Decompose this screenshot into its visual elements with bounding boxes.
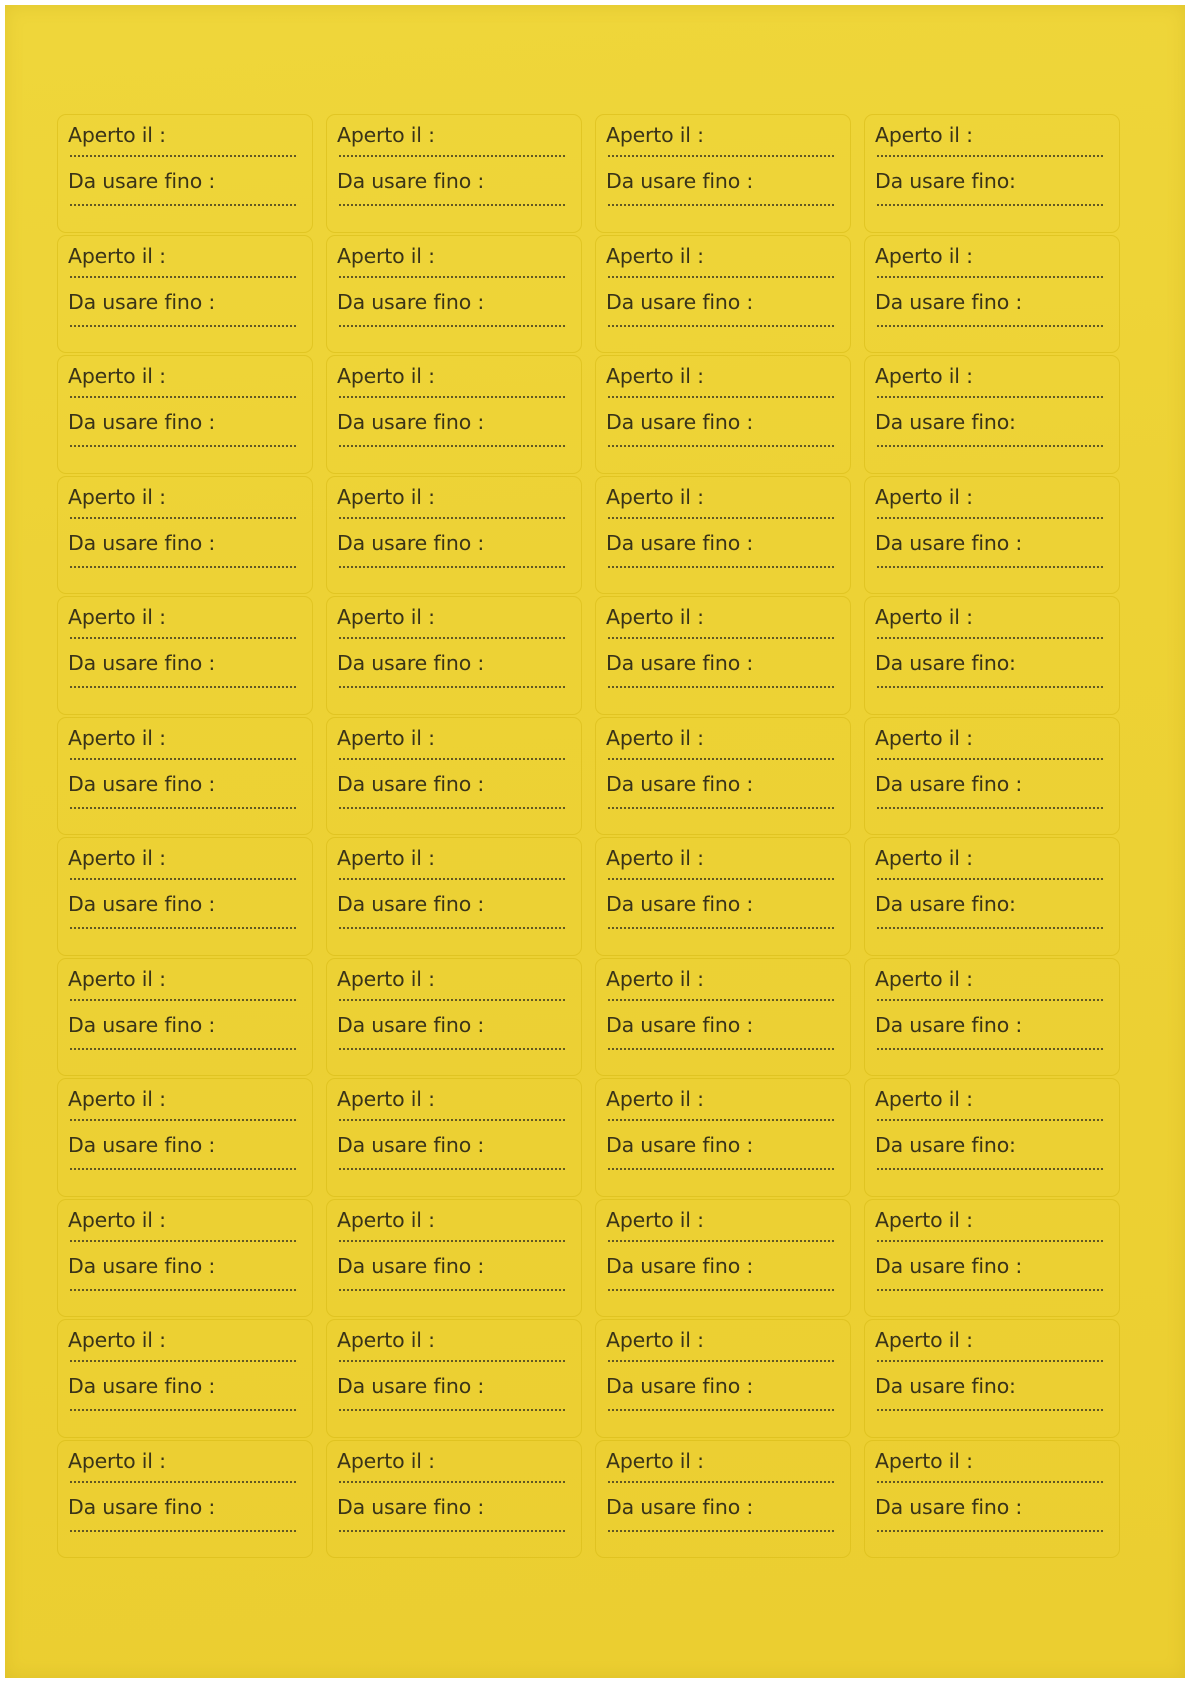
opened-date-caption: Aperto il : [875,1207,973,1232]
sticker-label [595,1078,851,1197]
dotted-write-line [877,1360,1103,1362]
sticker-label [595,355,851,474]
sticker-label [864,958,1120,1077]
use-by-date-caption: Da usare fino : [606,289,754,314]
opened-date-caption: Aperto il : [606,1207,704,1232]
use-by-date-caption: Da usare fino : [875,1012,1023,1037]
dotted-write-line [877,1048,1103,1050]
use-by-date-caption: Da usare fino : [68,651,216,675]
opened-date-caption: Aperto il : [606,243,704,268]
sticker-label [326,1199,582,1318]
dotted-write-line [608,445,834,447]
use-by-date-caption: Da usare fino : [337,410,485,434]
dotted-write-line [339,637,565,639]
dotted-write-line [339,1048,565,1050]
opened-date-caption: Aperto il : [337,605,435,629]
sticker-label [864,1319,1120,1438]
use-by-date-caption: Da usare fino : [606,771,754,796]
dotted-write-line [70,758,296,760]
dotted-write-line [339,517,565,519]
use-by-date-caption: Da usare fino: [875,1374,1016,1398]
dotted-write-line [608,758,834,760]
use-by-date-caption: Da usare fino : [68,410,216,434]
dotted-write-line [70,566,296,568]
dotted-write-line [608,927,834,929]
opened-date-caption: Aperto il : [337,364,435,388]
dotted-write-line [877,396,1103,398]
dotted-write-line [70,878,296,880]
opened-date-caption: Aperto il : [68,1448,166,1473]
dotted-write-line [877,878,1103,880]
dotted-write-line [608,1240,834,1242]
opened-date-caption: Aperto il : [337,1328,435,1352]
dotted-write-line [339,758,565,760]
dotted-write-line [608,1048,834,1050]
dotted-write-line [70,1048,296,1050]
use-by-date-caption: Da usare fino : [68,530,216,555]
opened-date-caption: Aperto il : [606,364,704,388]
dotted-write-line [877,276,1103,278]
dotted-write-line [339,1119,565,1121]
dotted-write-line [70,517,296,519]
use-by-date-caption: Da usare fino : [606,1494,754,1519]
sticker-label [57,355,313,474]
opened-date-caption: Aperto il : [875,725,973,750]
sticker-label [864,717,1120,836]
sticker-label [57,114,313,233]
dotted-write-line [877,566,1103,568]
dotted-write-line [339,204,565,206]
use-by-date-caption: Da usare fino : [337,1012,485,1037]
dotted-write-line [608,1530,834,1532]
dotted-write-line [608,1360,834,1362]
opened-date-caption: Aperto il : [337,1207,435,1232]
dotted-write-line [877,686,1103,688]
use-by-date-caption: Da usare fino : [337,892,485,916]
dotted-write-line [877,1530,1103,1532]
use-by-date-caption: Da usare fino : [337,651,485,675]
use-by-date-caption: Da usare fino : [337,1374,485,1398]
use-by-date-caption: Da usare fino : [606,530,754,555]
use-by-date-caption: Da usare fino: [875,410,1016,434]
opened-date-caption: Aperto il : [875,243,973,268]
dotted-write-line [70,637,296,639]
use-by-date-caption: Da usare fino: [875,892,1016,916]
sticker-label [864,1078,1120,1197]
opened-date-caption: Aperto il : [337,725,435,750]
opened-date-caption: Aperto il : [68,605,166,629]
dotted-write-line [70,276,296,278]
sticker-label [57,596,313,715]
dotted-write-line [339,1360,565,1362]
dotted-write-line [339,1481,565,1483]
use-by-date-caption: Da usare fino : [68,169,216,193]
sticker-label [595,1199,851,1318]
opened-date-caption: Aperto il : [68,243,166,268]
use-by-date-caption: Da usare fino : [337,289,485,314]
sticker-label [57,1078,313,1197]
dotted-write-line [339,878,565,880]
opened-date-caption: Aperto il : [68,123,166,147]
sticker-label [326,1078,582,1197]
dotted-write-line [608,204,834,206]
dotted-write-line [608,1168,834,1170]
opened-date-caption: Aperto il : [606,605,704,629]
opened-date-caption: Aperto il : [606,966,704,991]
opened-date-caption: Aperto il : [606,725,704,750]
opened-date-caption: Aperto il : [606,123,704,147]
dotted-write-line [608,807,834,809]
use-by-date-caption: Da usare fino : [606,1253,754,1278]
dotted-write-line [877,1119,1103,1121]
use-by-date-caption: Da usare fino : [337,1494,485,1519]
opened-date-caption: Aperto il : [68,966,166,991]
dotted-write-line [339,1530,565,1532]
sticker-label [326,717,582,836]
use-by-date-caption: Da usare fino: [875,1133,1016,1157]
opened-date-caption: Aperto il : [68,846,166,870]
opened-date-caption: Aperto il : [337,1448,435,1473]
sticker-label [57,837,313,956]
dotted-write-line [608,1481,834,1483]
use-by-date-caption: Da usare fino : [337,169,485,193]
dotted-write-line [339,1168,565,1170]
dotted-write-line [877,1409,1103,1411]
dotted-write-line [877,1289,1103,1291]
dotted-write-line [877,517,1103,519]
use-by-date-caption: Da usare fino : [337,1253,485,1278]
sticker-label [595,476,851,595]
dotted-write-line [70,1168,296,1170]
label-grid [57,113,1120,1559]
use-by-date-caption: Da usare fino: [875,169,1016,193]
dotted-write-line [608,155,834,157]
sticker-label [57,235,313,354]
opened-date-caption: Aperto il : [68,484,166,509]
dotted-write-line [608,999,834,1001]
dotted-write-line [70,1481,296,1483]
dotted-write-line [70,396,296,398]
dotted-write-line [339,566,565,568]
opened-date-caption: Aperto il : [606,1087,704,1111]
dotted-write-line [877,1240,1103,1242]
sticker-label [595,958,851,1077]
opened-date-caption: Aperto il : [875,1448,973,1473]
opened-date-caption: Aperto il : [68,1207,166,1232]
dotted-write-line [608,276,834,278]
use-by-date-caption: Da usare fino : [606,892,754,916]
sticker-label [864,837,1120,956]
sticker-label [326,837,582,956]
dotted-write-line [877,1481,1103,1483]
dotted-write-line [70,325,296,327]
opened-date-caption: Aperto il : [875,1087,973,1111]
opened-date-caption: Aperto il : [337,484,435,509]
dotted-write-line [608,878,834,880]
use-by-date-caption: Da usare fino : [875,771,1023,796]
dotted-write-line [608,566,834,568]
use-by-date-caption: Da usare fino : [337,1133,485,1157]
dotted-write-line [70,204,296,206]
dotted-write-line [339,807,565,809]
dotted-write-line [608,517,834,519]
dotted-write-line [70,807,296,809]
sticker-label [326,596,582,715]
opened-date-caption: Aperto il : [68,1328,166,1352]
dotted-write-line [70,1119,296,1121]
opened-date-caption: Aperto il : [875,605,973,629]
use-by-date-caption: Da usare fino : [606,651,754,675]
sticker-label [326,355,582,474]
dotted-write-line [608,396,834,398]
dotted-write-line [608,1409,834,1411]
dotted-write-line [339,1289,565,1291]
opened-date-caption: Aperto il : [875,364,973,388]
dotted-write-line [70,155,296,157]
sticker-label [57,1199,313,1318]
opened-date-caption: Aperto il : [337,966,435,991]
dotted-write-line [70,1240,296,1242]
use-by-date-caption: Da usare fino : [68,1374,216,1398]
use-by-date-caption: Da usare fino : [68,771,216,796]
opened-date-caption: Aperto il : [68,1087,166,1111]
dotted-write-line [608,637,834,639]
opened-date-caption: Aperto il : [337,846,435,870]
sticker-label [326,958,582,1077]
use-by-date-caption: Da usare fino : [606,410,754,434]
dotted-write-line [877,758,1103,760]
use-by-date-caption: Da usare fino : [875,1494,1023,1519]
dotted-write-line [877,155,1103,157]
dotted-write-line [339,999,565,1001]
dotted-write-line [339,1409,565,1411]
sticker-label [326,114,582,233]
dotted-write-line [70,1360,296,1362]
use-by-date-caption: Da usare fino : [337,530,485,555]
dotted-write-line [70,927,296,929]
sticker-label [595,1440,851,1559]
dotted-write-line [608,686,834,688]
opened-date-caption: Aperto il : [337,123,435,147]
sticker-label [326,476,582,595]
sticker-label [595,1319,851,1438]
dotted-write-line [339,686,565,688]
use-by-date-caption: Da usare fino : [606,1374,754,1398]
opened-date-caption: Aperto il : [337,243,435,268]
dotted-write-line [339,155,565,157]
dotted-write-line [339,445,565,447]
sticker-label [595,717,851,836]
dotted-write-line [608,1289,834,1291]
opened-date-caption: Aperto il : [875,484,973,509]
dotted-write-line [70,1409,296,1411]
opened-date-caption: Aperto il : [337,1087,435,1111]
opened-date-caption: Aperto il : [606,1328,704,1352]
dotted-write-line [608,325,834,327]
opened-date-caption: Aperto il : [875,846,973,870]
opened-date-caption: Aperto il : [606,1448,704,1473]
sticker-label [326,1319,582,1438]
sticker-label [864,1199,1120,1318]
use-by-date-caption: Da usare fino : [68,1133,216,1157]
dotted-write-line [877,637,1103,639]
dotted-write-line [877,1168,1103,1170]
label-sheet [5,5,1185,1678]
sticker-label [864,114,1120,233]
dotted-write-line [877,204,1103,206]
dotted-write-line [608,1119,834,1121]
use-by-date-caption: Da usare fino : [68,892,216,916]
use-by-date-caption: Da usare fino : [606,169,754,193]
dotted-write-line [70,1530,296,1532]
use-by-date-caption: Da usare fino : [68,1253,216,1278]
dotted-write-line [877,325,1103,327]
use-by-date-caption: Da usare fino : [68,289,216,314]
sticker-label [864,355,1120,474]
sticker-label [57,1319,313,1438]
opened-date-caption: Aperto il : [68,725,166,750]
sticker-label [595,235,851,354]
sticker-label [595,596,851,715]
opened-date-caption: Aperto il : [875,123,973,147]
dotted-write-line [877,999,1103,1001]
opened-date-caption: Aperto il : [68,364,166,388]
use-by-date-caption: Da usare fino : [875,1253,1023,1278]
dotted-write-line [877,807,1103,809]
sticker-label [595,837,851,956]
dotted-write-line [339,396,565,398]
dotted-write-line [339,1240,565,1242]
opened-date-caption: Aperto il : [606,846,704,870]
dotted-write-line [70,999,296,1001]
use-by-date-caption: Da usare fino : [68,1494,216,1519]
use-by-date-caption: Da usare fino : [875,289,1023,314]
opened-date-caption: Aperto il : [606,484,704,509]
sticker-label [864,235,1120,354]
dotted-write-line [70,686,296,688]
use-by-date-caption: Da usare fino : [68,1012,216,1037]
use-by-date-caption: Da usare fino : [337,771,485,796]
use-by-date-caption: Da usare fino : [606,1012,754,1037]
dotted-write-line [877,927,1103,929]
sticker-label [57,1440,313,1559]
sticker-label [864,1440,1120,1559]
sticker-label [595,114,851,233]
sticker-label [864,476,1120,595]
sticker-label [326,235,582,354]
sticker-label [57,717,313,836]
sticker-label [326,1440,582,1559]
dotted-write-line [339,325,565,327]
sticker-label [57,958,313,1077]
dotted-write-line [70,445,296,447]
dotted-write-line [70,1289,296,1291]
dotted-write-line [339,927,565,929]
use-by-date-caption: Da usare fino : [606,1133,754,1157]
opened-date-caption: Aperto il : [875,1328,973,1352]
use-by-date-caption: Da usare fino : [875,530,1023,555]
dotted-write-line [339,276,565,278]
use-by-date-caption: Da usare fino: [875,651,1016,675]
sticker-label [864,596,1120,715]
sticker-label [57,476,313,595]
dotted-write-line [877,445,1103,447]
opened-date-caption: Aperto il : [875,966,973,991]
